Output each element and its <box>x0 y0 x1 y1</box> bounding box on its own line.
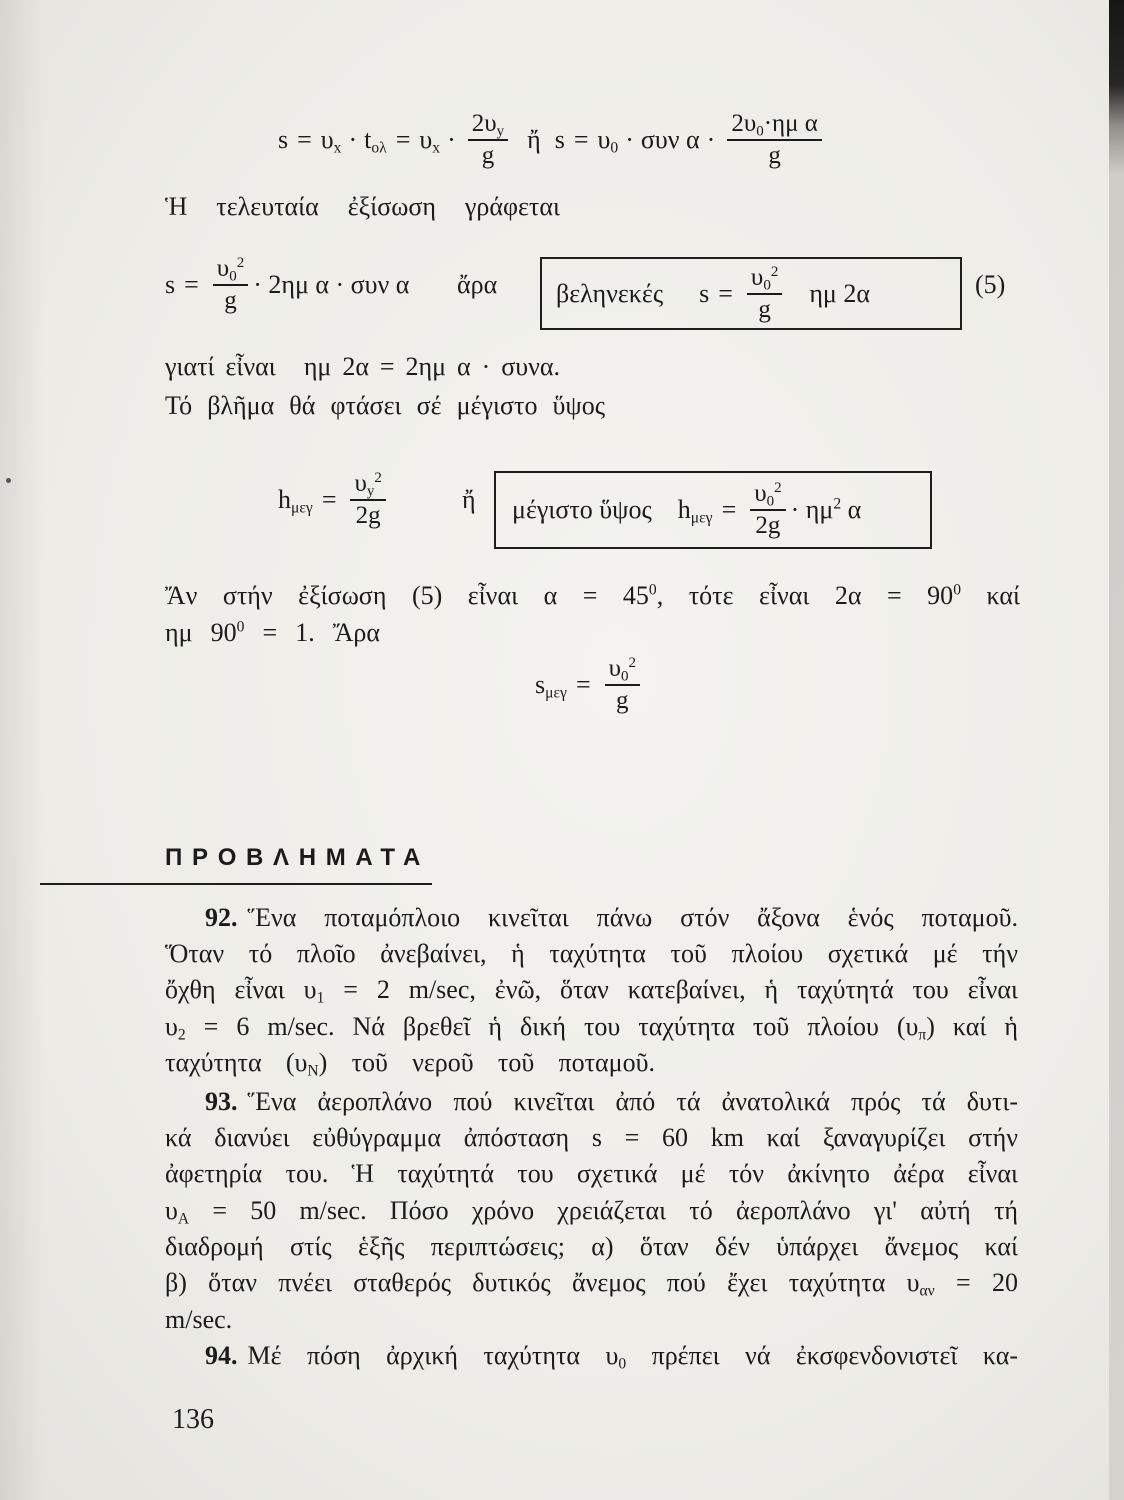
subscript-max: μεγ <box>291 499 313 517</box>
subscript-0: 0 <box>229 268 237 285</box>
problem-text: Ἕνα ἀεροπλάνο πού κινεῖται ἀπό τά ἀνατολικά πρός τά δυτι- <box>247 1087 1018 1116</box>
subscript-y: y <box>366 483 375 500</box>
denominator: g <box>224 287 237 314</box>
final-equation-intro <box>165 192 560 222</box>
degree-mark: 0 <box>236 618 245 636</box>
problem-93-line-4 <box>165 1196 1018 1226</box>
symbol-s: s <box>278 125 289 154</box>
symbol-h: h <box>278 485 291 514</box>
superscript-2: 2 <box>374 470 382 486</box>
paragraph-text: γιατί εἶναι <box>165 352 276 381</box>
max-height-label: μέγιστο ὕψος <box>512 495 652 524</box>
symbol-upsilon: υ <box>754 480 767 507</box>
problem-text: = 20 <box>934 1268 1018 1297</box>
denominator: g <box>768 142 781 169</box>
problem-93-line-2 <box>165 1123 1018 1153</box>
problem-text: = 50 m/sec. Πόσο χρόνο χρειάζεται τό ἀεροπλάνο γι' αὐτή τή <box>189 1196 1018 1225</box>
problems-heading: ΠΡΟΒΛΗΜΑΤΑ <box>165 844 430 871</box>
symbol-s: s <box>535 670 546 699</box>
subscript: N <box>307 1062 319 1080</box>
paragraph-text: = 1. Ἄρα <box>244 618 380 647</box>
problem-text: Ὅταν τό πλοῖο ἀνεβαίνει, ἡ ταχύτητα τοῦ πλοίου σχετικά μέ τήν <box>165 939 1018 968</box>
equals-sign: = <box>297 125 312 154</box>
sine-term: ·ημ α <box>763 110 818 137</box>
problem-93-line-1 <box>205 1087 1018 1117</box>
therefore-word: ἄρα <box>457 270 498 299</box>
problem-text: Ἕνα ποταμόπλοιο κινεῖται πάνω στόν ἄξονα ἑνός ποταμοῦ. <box>247 903 1018 932</box>
paragraph-text: , τότε εἶναι 2α = 90 <box>656 581 954 610</box>
page-edge-shadow <box>1109 0 1124 1500</box>
paragraph-text: ημ 90 <box>165 618 237 647</box>
symbol-h: h <box>677 495 691 524</box>
subscript-x: x <box>432 139 441 157</box>
superscript-2: 2 <box>628 655 636 671</box>
subscript: 1 <box>316 989 325 1007</box>
symbol-upsilon: υ <box>320 125 334 154</box>
problem-92-line-2 <box>165 939 1018 969</box>
range-result-box <box>540 257 962 330</box>
case-90-line <box>165 618 380 648</box>
problem-text: ) τοῦ νεροῦ τοῦ ποταμοῦ. <box>318 1048 655 1077</box>
equals-sign: = <box>575 670 591 699</box>
numerator <box>747 264 782 295</box>
equals-sign: = <box>718 278 733 308</box>
problem-93-line-7 <box>165 1305 232 1335</box>
numerator-text: 2υ <box>471 110 497 137</box>
problem-text: πρέπει νά ἐκσφενδονιστεῖ κα- <box>626 1341 1018 1370</box>
superscript-2: 2 <box>770 263 779 280</box>
superscript-2: 2 <box>236 255 245 271</box>
paragraph-text: καί <box>960 581 1020 610</box>
max-height-formula <box>278 460 391 540</box>
equals-sign: = <box>395 125 411 154</box>
symbol-s: s <box>699 278 710 308</box>
symbol-upsilon: υ <box>750 263 764 291</box>
times-dot: · <box>447 125 456 154</box>
fraction-u0-squared-over-2g <box>750 480 785 540</box>
subscript: αν <box>919 1282 935 1300</box>
problem-92-line-1 <box>205 903 1018 933</box>
problem-text: m/sec. <box>165 1305 233 1334</box>
fraction-uy-squared-over-2g <box>350 470 385 530</box>
subscript-0: 0 <box>763 277 771 293</box>
symbol-upsilon: υ <box>608 655 621 682</box>
symbol-upsilon: υ <box>419 125 433 154</box>
problem-text: = 6 m/sec. Νά βρεθεῖ ἡ δική του ταχύτητα τοῦ πλοίου (υ <box>185 1012 919 1041</box>
sine-squared-term <box>791 495 862 525</box>
subscript-total: ολ <box>371 139 387 157</box>
max-range-symbol <box>535 670 567 700</box>
subscript: 0 <box>618 1355 627 1373</box>
symbol-s: s <box>554 125 565 154</box>
symbol-upsilon: υ <box>216 255 230 282</box>
max-height-intro <box>165 391 605 421</box>
subscript-max: μεγ <box>545 684 567 702</box>
problem-94-line-1 <box>205 1341 1018 1371</box>
problem-92-line-4 <box>165 1012 1018 1042</box>
problem-text: Μέ πόση ἀρχική ταχύτητα υ <box>247 1341 619 1370</box>
or-word: ἤ <box>462 485 476 514</box>
problem-text: ὄχθη εἶναι υ <box>165 975 317 1004</box>
subscript: π <box>918 1026 927 1044</box>
problem-text: υ <box>165 1196 178 1225</box>
problem-number: 92. <box>205 903 238 932</box>
subscript-0: 0 <box>621 668 629 685</box>
binding-gutter-shadow <box>0 0 44 1500</box>
subscript-0: 0 <box>610 139 619 157</box>
problem-number: 94. <box>205 1341 238 1370</box>
problem-text: διαδρομή στίς ἑξῆς περιπτώσεις; α) ὅταν δέν ὑπάρχει ἄνεμος καί <box>165 1232 1018 1261</box>
fraction-u0-squared-over-g <box>213 255 248 315</box>
problem-text: κά διανύει εὐθύγραμμα ἀπόσταση s = 60 km καί ξαναγυρίζει στήν <box>165 1123 1018 1152</box>
range-formula <box>165 245 409 325</box>
or-word: ἤ <box>527 125 541 154</box>
problem-text: ταχύτητα (υ <box>165 1048 308 1077</box>
case-45-line <box>165 581 1020 611</box>
subscript-0: 0 <box>756 123 764 140</box>
times-dot: · <box>706 125 716 154</box>
denominator: g <box>481 142 495 169</box>
cosine-term: συν α <box>640 125 700 154</box>
superscript-2: 2 <box>774 480 782 496</box>
paragraph-text: Ἄν στήν ἐξίσωση (5) εἶναι α = 45 <box>165 581 649 610</box>
degree-mark: 0 <box>953 581 961 599</box>
because-line <box>165 352 560 382</box>
page-number: 136 <box>172 1404 214 1435</box>
trig-product: · 2ημ α · συν α <box>253 270 410 299</box>
symbol-t: t <box>364 125 372 154</box>
subscript-0: 0 <box>766 493 775 510</box>
problem-93-line-6 <box>165 1268 1018 1298</box>
range-derivation-formula <box>278 100 827 180</box>
numerator <box>213 255 248 286</box>
subscript-x: x <box>333 139 342 157</box>
problem-92-line-5 <box>165 1048 655 1078</box>
max-height-symbol <box>678 495 713 525</box>
problem-text: = 2 m/sec, ἐνῶ, ὅταν κατεβαίνει, ἡ ταχύτητά του εἶναι <box>324 975 1018 1004</box>
range-label: βεληνεκές <box>556 278 664 308</box>
sine-2a-term: ημ 2α <box>809 278 870 308</box>
numerator <box>468 110 508 141</box>
max-range-formula <box>535 645 645 725</box>
problem-93-line-3 <box>165 1159 1018 1189</box>
sine-text: · ημ <box>790 495 834 524</box>
paragraph-text: Ἡ τελευταία ἐξίσωση γράφεται <box>165 192 560 221</box>
numerator <box>750 480 785 511</box>
flight-time <box>364 125 387 155</box>
problem-number: 93. <box>205 1087 238 1116</box>
alpha-symbol: α <box>841 495 862 524</box>
numerator-text: 2υ <box>731 110 757 137</box>
scan-speck <box>6 478 11 483</box>
subscript: A <box>177 1210 190 1228</box>
subscript-y: y <box>496 123 505 140</box>
max-height-symbol <box>278 485 313 515</box>
identity-text: ημ 2α = 2ημ α · συνα. <box>303 352 561 381</box>
problem-92-line-3 <box>165 975 1018 1005</box>
fraction-2u0-sin-over-g <box>727 110 822 170</box>
times-dot: · <box>348 125 358 154</box>
velocity-x <box>321 125 342 155</box>
symbol-s: s <box>165 270 176 299</box>
symbol-upsilon: υ <box>354 470 367 497</box>
equals-sign: = <box>573 125 589 154</box>
degree-mark: 0 <box>648 581 657 599</box>
problem-text: ) καί ἡ <box>926 1012 1018 1041</box>
denominator: g <box>616 687 629 714</box>
equals-sign: = <box>721 495 737 524</box>
times-dot: · <box>625 125 634 154</box>
heading-underline <box>40 883 432 885</box>
denominator: 2g <box>755 512 781 539</box>
denominator: 2g <box>355 502 381 529</box>
subscript-max: μεγ <box>690 509 713 527</box>
problem-text: β) ὅταν πνέει σταθερός δυτικός ἄνεμος πού ἔχει ταχύτητα υ <box>165 1268 920 1297</box>
symbol-upsilon: υ <box>597 125 611 154</box>
numerator <box>350 470 385 501</box>
equals-sign: = <box>321 485 337 514</box>
max-height-result-box <box>494 471 932 549</box>
problem-text: υ <box>165 1012 178 1041</box>
fraction-u0-squared-over-g <box>747 264 782 324</box>
paragraph-text: Τό βλῆμα θά φτάσει σέ μέγιστο ὕψος <box>165 391 605 420</box>
superscript-2: 2 <box>833 495 842 513</box>
equals-sign: = <box>184 270 199 299</box>
problem-93-line-5 <box>165 1232 1018 1262</box>
subscript: 2 <box>177 1026 186 1044</box>
equation-number: (5) <box>975 270 1006 299</box>
fraction-2uy-over-g <box>468 110 508 170</box>
fraction-u0-squared-over-g <box>605 655 640 715</box>
denominator: g <box>758 295 771 323</box>
numerator <box>727 110 822 141</box>
problem-text: ἀφετηρία του. Ἡ ταχύτητά του σχετικά μέ τόν ἀκίνητο ἀέρα εἶναι <box>165 1159 1018 1188</box>
velocity-x <box>419 125 440 155</box>
initial-velocity <box>598 125 619 155</box>
numerator <box>605 655 640 686</box>
